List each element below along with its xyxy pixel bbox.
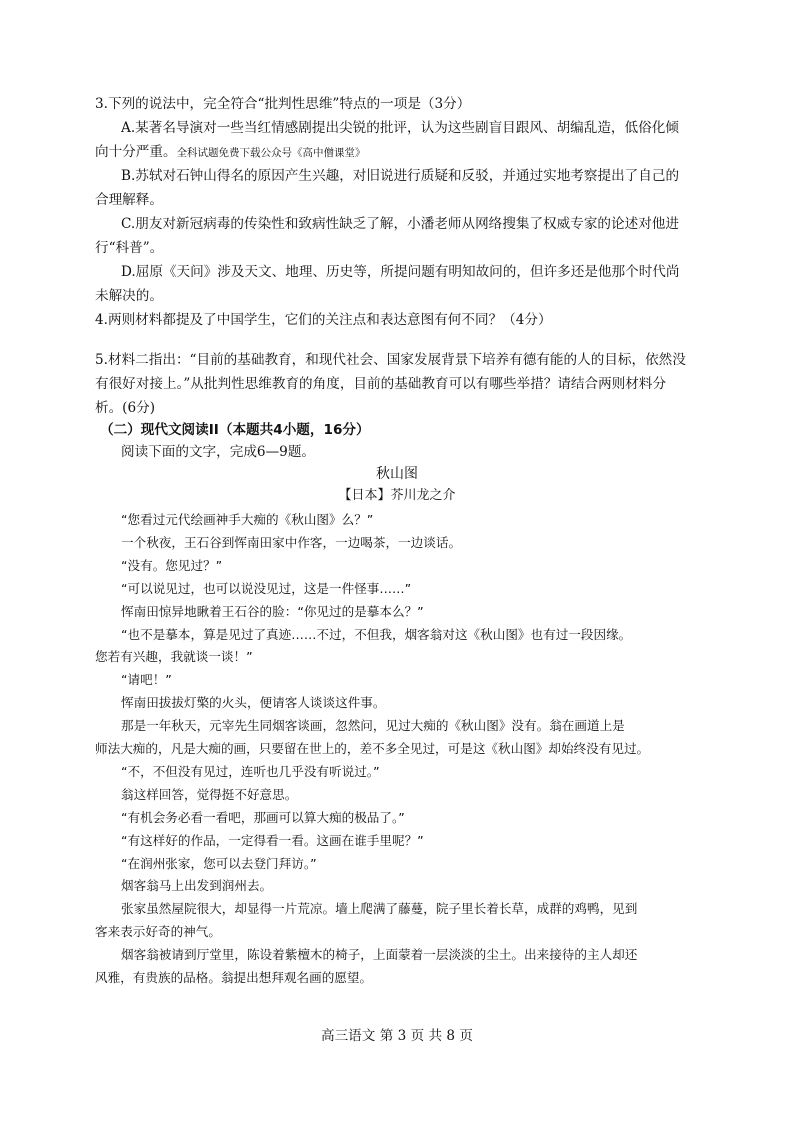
story-line: 那是一年秋天，元宰先生同烟客谈画，忽然问，见过大痴的《秋山图》没有。翁在画道上是: [121, 718, 625, 734]
story-line: “有机会务必看一看吧，那画可以算大痴的极品了。”: [121, 809, 405, 825]
story-line: 风雅，有贵族的品格。翁提出想拜观名画的愿望。: [95, 970, 373, 985]
option-c-line-2: 行“科普”。: [95, 240, 164, 256]
option-c-line-1: C.朋友对新冠病毒的传染性和致病性缺乏了解，小潘老师从网络搜集了权威专家的论述对他进: [121, 216, 679, 232]
story-line: 您若有兴趣，我就谈一谈！”: [95, 649, 253, 665]
story-line: “也不是摹本，算是见过了真迹……不过，不但我，烟客翁对这《秋山图》也有过一段因缘。: [121, 626, 632, 642]
story-line: 一个秋夜，王石谷到恽南田家中作客，一边喝茶，一边谈话。: [121, 534, 462, 550]
story-title: 秋山图: [376, 466, 418, 482]
story-line: 恽南田拔拔灯檠的火头，便请客人谈谈这件事。: [121, 695, 386, 711]
option-b-line-2: 合理解释。: [95, 192, 163, 208]
section-heading: （二）现代文阅读II（本题共4小题，16分）: [100, 422, 370, 438]
question-4: 4.两则材料都提及了中国学生，它们的关注点和表达意图有何不同？（4分）: [95, 312, 552, 328]
page-footer: 高三语文 第 3 页 共 8 页: [321, 1028, 473, 1044]
story-line: “没有。您见过？”: [121, 557, 223, 573]
option-a-line-2: [95, 140, 710, 165]
question-3-stem: 3.下列的说法中，完全符合“批判性思维”特点的一项是（3分）: [95, 96, 471, 112]
story-author: 【日本】芥川龙之介: [338, 488, 456, 503]
story-line: “不，不但没有见过，连听也几乎没有听说过。”: [121, 763, 380, 779]
download-note: 全科试题免费下载公众号《高中僧课堂》: [176, 147, 366, 159]
story-line: 师法大痴的，凡是大痴的画，只要留在世上的，差不多全见过，可是这《秋山图》却始终没有见过。: [95, 741, 650, 756]
question-5-line-3: 析。(6分): [95, 400, 156, 416]
story-line: “可以说见过，也可以说没见过，这是一件怪事……”: [121, 580, 412, 596]
story-line: 恽南田惊异地瞅着王石谷的脸：“你见过的是摹本么？”: [121, 603, 424, 619]
story-line: “您看过元代绘画神手大痴的《秋山图》么？”: [121, 512, 374, 527]
option-a-line-1: A.某著名导演对一些当红情感剧提出尖锐的批评，认为这些剧盲目跟风、胡编乱造，低俗化倾: [121, 120, 679, 136]
story-line: 张家虽然屋院很大，却显得一片荒凉。墙上爬满了藤蔓，院子里长着长草，成群的鸡鸭，见到: [121, 901, 638, 917]
story-line: “有这样好的作品，一定得看一看。这画在谁手里呢？”: [121, 832, 424, 848]
story-line: 烟客翁马上出发到润州去。: [121, 878, 273, 894]
option-a-text: 向十分严重。: [95, 144, 177, 160]
story-line: 翁这样回答，觉得挺不好意思。: [121, 786, 298, 802]
story-line: “请吧！”: [121, 672, 172, 688]
option-d-line-1: D.屈原《天问》涉及天文、地理、历史等，所提问题有明知故问的，但许多还是他那个时代尚: [121, 264, 680, 280]
question-5-line-1: 5.材料二指出：“目前的基础教育，和现代社会、国家发展背景下培养有德有能的人的目标，依然没: [95, 352, 686, 368]
option-d-line-2: 未解决的。: [95, 288, 163, 304]
option-b-line-1: B.苏轼对石钟山得名的原因产生兴趣，对旧说进行质疑和反驳，并通过实地考察提出了自己的: [121, 168, 680, 184]
story-line: “在润州张家，您可以去登门拜访。”: [121, 855, 317, 871]
reading-instruction: 阅读下面的文字，完成6—9题。: [121, 444, 316, 460]
story-line: 烟客翁被请到厅堂里，陈设着紫檀木的椅子，上面蒙着一层淡淡的尘土。出来接待的主人却还: [121, 947, 638, 963]
question-5-line-2: 有很好对接上。”从批判性思维教育的角度，目前的基础教育可以有哪些举措？请结合两则材料分: [95, 376, 667, 392]
story-line: 客来表示好奇的神气。: [95, 924, 221, 940]
